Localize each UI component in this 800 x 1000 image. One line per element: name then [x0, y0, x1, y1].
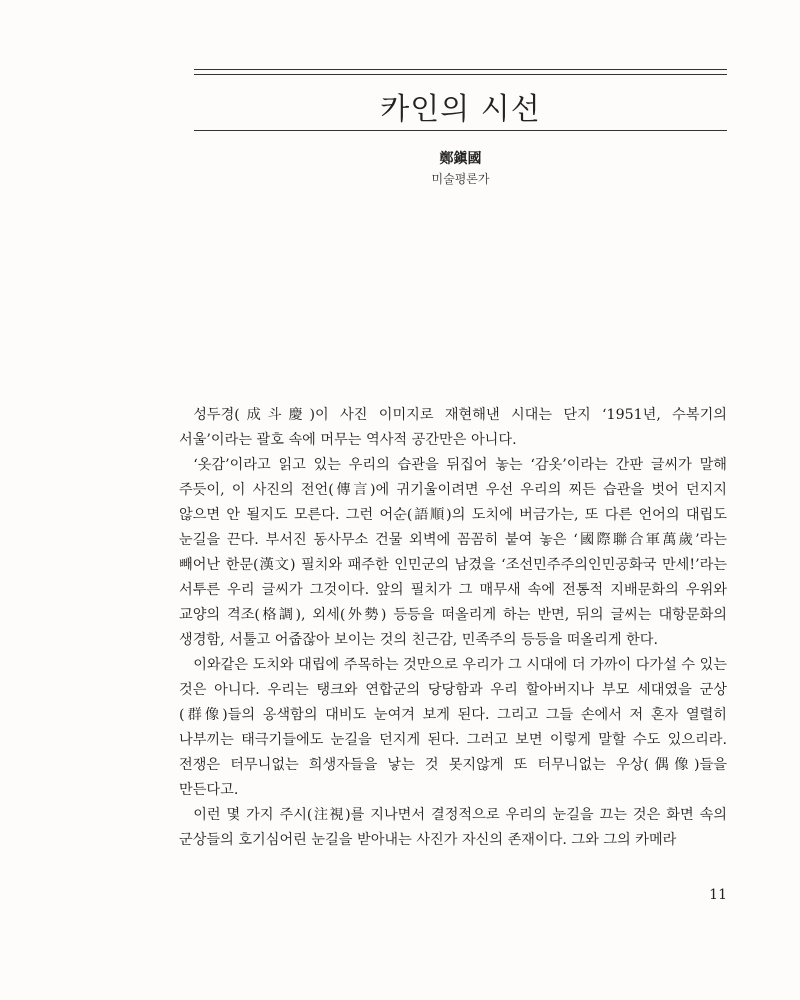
article-body [179, 403, 727, 853]
title-bottom-rule [194, 130, 727, 131]
paragraph-4: 이런 몇 가지 주시(注視)를 지나면서 결정적으로 우리의 눈길을 끄는 것은 화면 속의 군상들의 호기심어린 눈길을 받아내는 사진가 자신의 존재이다. 그와 그의 카메라 [179, 807, 727, 848]
author-role: 미술평론가 [431, 172, 490, 186]
title-top-double-rule [194, 69, 727, 75]
article-title: 카인의 시선 [380, 92, 541, 127]
page-number: 11 [709, 887, 727, 903]
paragraph-1: 성두경(成斗慶)이 사진 이미지로 재현해낸 시대는 단지 ‘1951년, 수복기의 서울’이라는 괄호 속에 머무는 역사적 공간만은 아니다. [179, 407, 727, 448]
paragraph-2: ‘옷감’이라고 읽고 있는 우리의 습관을 뒤집어 놓는 ‘감옷’이라는 간판 글씨가 말해 주듯이, 이 사진의 전언(傳言)에 귀기울이려면 우선 우리의 찌든 습관을 벗어 던지지 않으면 안 될지도 모른다. 그런 어순(語順)의 도치에 버금가는, 또 다른 언어의 대립도 눈길을 끈다. 부서진 동사무소 건물 외벽에 꼼꼼히 붙여 놓은 ‘國際聯合軍萬歲’라는 빼어난 한문(漢文) 필치와 패주한 인민군의 남겼을 ‘조선민주주의인민공화국 만세!’라는 서투른 우리 글씨가 그것이다. 앞의 필치가 그 매무새 속에 전통적 지배문화의 우위와 교양의 격조(格調), 외세(外勢) 등등을 떠올리게 하는 반면, 뒤의 글씨는 대항문화의 생경함, 서툴고 어줍잖아 보이는 것의 친근감, 민족주의 등등을 떠올리게 한다. [179, 457, 727, 648]
paragraph-3: 이와같은 도치와 대립에 주목하는 것만으로 우리가 그 시대에 더 가까이 다가설 수 있는 것은 아니다. 우리는 탱크와 연합군의 당당함과 우리 할아버지나 부모 세대였을 군상(群像)들의 옹색함의 대비도 눈여겨 보게 된다. 그리고 그들 손에서 저 혼자 열렬히 나부끼는 태극기들에도 눈길을 던지게 된다. 그러고 보면 이렇게 말할 수도 있으리라. 전쟁은 터무니없는 희생자들을 낳는 것 못지않게 또 터무니없는 우상(偶像)들을 만든다고. [179, 657, 727, 798]
author-name: 鄭鎭國 [439, 151, 482, 167]
